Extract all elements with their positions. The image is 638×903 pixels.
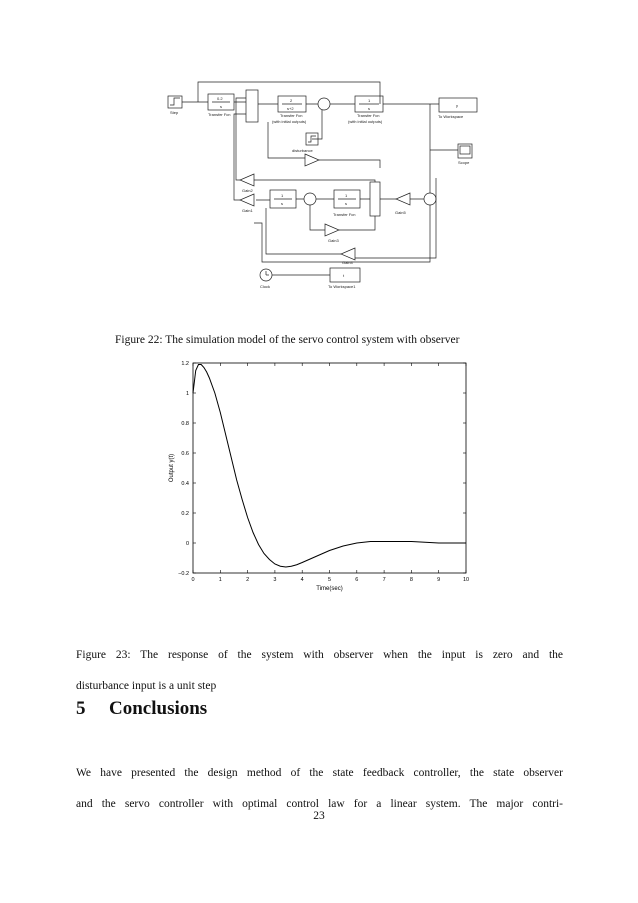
tf1-den: s — [220, 104, 222, 109]
ws-y-value: y — [456, 103, 458, 108]
tf4-den: s — [281, 201, 283, 206]
tf3-num: 1 — [368, 98, 371, 103]
paragraph-line: We have presented the design method of the state feedback controller, the state observer — [76, 767, 563, 779]
tf2-num: 2 — [290, 98, 293, 103]
disturbance-label: disturbance — [292, 148, 313, 153]
gain5-label: Gain5 — [395, 210, 406, 215]
gain3-label: Gain3 — [328, 238, 339, 243]
response-chart — [163, 355, 478, 600]
y-tick-label: 0.2 — [181, 511, 189, 517]
tf3-label: Transfer Fcn — [357, 113, 380, 118]
ws-t-value: t — [343, 273, 345, 278]
gain4-label: Gain4 — [342, 260, 353, 265]
gain2-label: Gain2 — [242, 188, 253, 193]
x-tick-label: 9 — [437, 577, 441, 583]
x-tick-label: 0 — [191, 577, 195, 583]
tf5-den: s — [345, 201, 347, 206]
tf5-label: Transfer Fcn — [333, 212, 356, 217]
section-number: 5 — [76, 698, 86, 719]
tf4-num: 1 — [281, 193, 284, 198]
x-tick-label: 6 — [355, 577, 359, 583]
tf5-num: 1 — [345, 193, 348, 198]
x-tick-label: 8 — [409, 577, 413, 583]
figure-22-caption: Figure 22: The simulation model of the servo control system with observer — [115, 334, 460, 346]
x-tick-label: 2 — [246, 577, 250, 583]
tf1-num: 0.2 — [217, 96, 223, 101]
y-tick-label: 1 — [185, 391, 189, 397]
tf3-den: s — [368, 106, 370, 111]
figure-23-caption — [76, 640, 563, 702]
tf3-sub: (with initial outputs) — [348, 119, 383, 124]
section-heading — [76, 698, 207, 720]
y-tick-label: 0 — [185, 541, 189, 547]
x-tick-label: 4 — [300, 577, 304, 583]
response-line — [193, 365, 466, 568]
ws-y-label: To Workspace — [438, 114, 464, 119]
x-axis-label: Time(sec) — [316, 586, 343, 592]
simulink-diagram — [150, 78, 490, 293]
figure-23-caption-line2: disturbance input is a unit step — [76, 680, 217, 692]
y-tick-label: 1.2 — [181, 361, 189, 367]
gain1-label: Gain1 — [242, 208, 253, 213]
y-tick-label: 0.4 — [181, 481, 189, 487]
x-tick-label: 7 — [382, 577, 386, 583]
x-tick-label: 10 — [462, 577, 470, 583]
ws-t-label: To Workspace1 — [328, 284, 356, 289]
block-step-label: Step — [170, 110, 179, 115]
tf1-label: Transfer Fcn — [208, 112, 231, 117]
y-tick-label: 0.6 — [181, 451, 189, 457]
x-tick-label: 3 — [273, 577, 277, 583]
section-title: Conclusions — [109, 698, 208, 719]
paragraph-line: and the servo controller with optimal control law for a linear system. The major contri- — [76, 798, 563, 810]
clock-label: Clock — [260, 284, 271, 289]
tf2-sub: (with initial outputs) — [272, 119, 307, 124]
y-tick-label: −0.2 — [178, 571, 189, 577]
tf2-den: s+2 — [287, 106, 294, 111]
y-tick-label: 0.8 — [181, 421, 189, 427]
figure-23-caption-line1: Figure 23: The response of the system with observer when the input is zero and the — [76, 649, 563, 661]
x-tick-label: 1 — [218, 577, 222, 583]
page-number: 23 — [313, 810, 325, 822]
tf2-label: Transfer Fcn — [280, 113, 303, 118]
x-tick-label: 5 — [327, 577, 332, 583]
scope-label: Scope — [458, 160, 470, 165]
y-axis-label: Output y(t) — [169, 453, 175, 483]
